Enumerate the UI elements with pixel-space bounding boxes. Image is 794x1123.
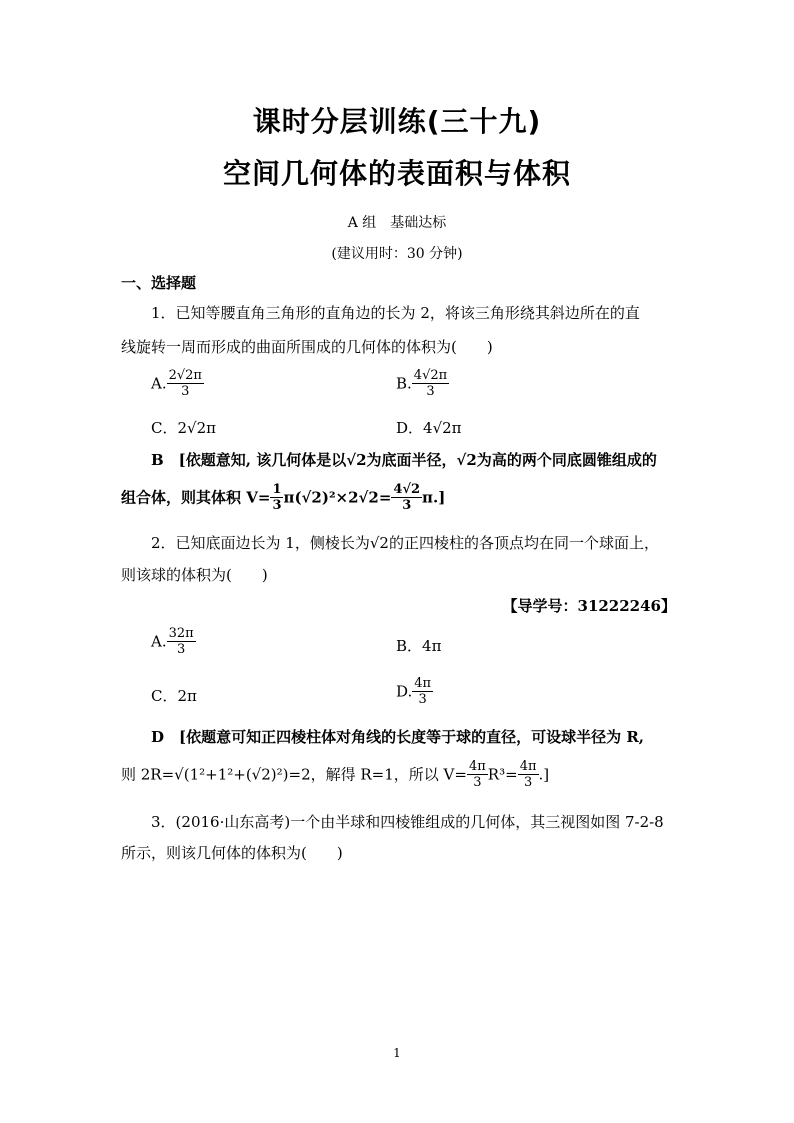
fraction-numerator: 4√2π <box>413 368 448 383</box>
fraction-denominator: 3 <box>473 775 482 790</box>
question-2-answer-line2 <box>121 759 549 790</box>
option-d-label: D. <box>396 682 413 701</box>
fraction-denominator: 3 <box>402 498 412 513</box>
answer-text: π(√2)²×2√2= <box>283 488 392 507</box>
question-3-line1: 3．(2016·山东高考)一个由半球和四棱锥组成的几何体，其三视图如图 7-2-8 <box>151 813 664 831</box>
answer-fraction-1 <box>270 482 283 513</box>
question-2-line2: 则该球的体积为( ) <box>121 566 268 584</box>
answer-text: 则 2R=√(1²+1²+(√2)²)=2，解得 R=1，所以 V= <box>121 765 467 784</box>
fraction-denominator: 3 <box>523 775 533 790</box>
option-a-label: A. <box>151 374 167 393</box>
option-b-fraction <box>412 368 449 399</box>
question-2-answer-line1: D [依题意可知正四棱柱体对角线的长度等于球的直径，可设球半径为 R, <box>151 728 645 746</box>
question-1-option-c[interactable]: C．2√2π <box>151 419 216 437</box>
question-2-option-a[interactable] <box>151 626 196 657</box>
option-d-fraction <box>412 676 433 707</box>
question-1-answer-line2 <box>121 482 445 513</box>
time-hint: (建议用时：30 分钟) <box>331 246 463 262</box>
fraction-numerator: 4π <box>468 759 486 774</box>
option-a-fraction <box>167 626 196 657</box>
question-2-line1: 2．已知底面边长为 1，侧棱长为√2的正四棱柱的各顶点均在同一个球面上， <box>151 534 659 552</box>
page-title: 课时分层训练(三十九) <box>252 105 542 138</box>
fraction-denominator: 3 <box>426 384 435 399</box>
fraction-denominator: 3 <box>272 498 282 513</box>
fraction-denominator: 3 <box>177 642 186 657</box>
question-1-line1: 1．已知等腰直角三角形的直角边的长为 2，将该三角形绕其斜边所在的直 <box>151 304 640 322</box>
question-1-answer-line1: B [依题意知, 该几何体是以√2为底面半径，√2为高的两个同底圆锥组成的 <box>151 451 657 469</box>
question-1-option-a[interactable] <box>151 368 204 399</box>
fraction-numerator: 1 <box>272 482 282 497</box>
fraction-numerator: 4π <box>519 759 537 774</box>
option-b-label: B. <box>396 374 412 393</box>
option-a-label: A. <box>151 632 167 651</box>
question-3-line2: 所示，则该几何体的体积为( ) <box>121 844 343 862</box>
fraction-denominator: 3 <box>181 384 190 399</box>
guide-number: 【导学号：31222246】 <box>502 597 676 615</box>
page-number: 1 <box>393 1046 401 1060</box>
question-1-line2: 线旋转一周而形成的曲面所围成的几何体的体积为( ) <box>121 338 493 356</box>
fraction-denominator: 3 <box>418 692 427 707</box>
answer-text: 组合体，则其体积 V= <box>121 488 271 507</box>
answer-text: π.] <box>422 488 446 507</box>
fraction-numerator: 4π <box>414 676 432 691</box>
answer-fraction-2 <box>518 759 539 790</box>
question-2-option-b[interactable]: B．4π <box>396 637 442 655</box>
answer-text: R³= <box>487 765 518 784</box>
answer-text: .] <box>538 765 550 784</box>
question-2-option-d[interactable] <box>396 676 433 707</box>
fraction-numerator: 4√2 <box>393 482 421 497</box>
answer-fraction-1 <box>467 759 488 790</box>
question-1-option-d[interactable]: D．4√2π <box>396 419 462 437</box>
question-2-option-c[interactable]: C．2π <box>151 687 197 705</box>
answer-fraction-2 <box>391 482 422 513</box>
option-a-fraction <box>167 368 204 399</box>
section-heading: 一、选择题 <box>121 274 197 292</box>
fraction-numerator: 32π <box>168 626 194 641</box>
group-label: A 组 基础达标 <box>347 215 447 231</box>
fraction-numerator: 2√2π <box>168 368 202 383</box>
question-1-option-b[interactable] <box>396 368 449 399</box>
page-subtitle: 空间几何体的表面积与体积 <box>222 157 571 190</box>
